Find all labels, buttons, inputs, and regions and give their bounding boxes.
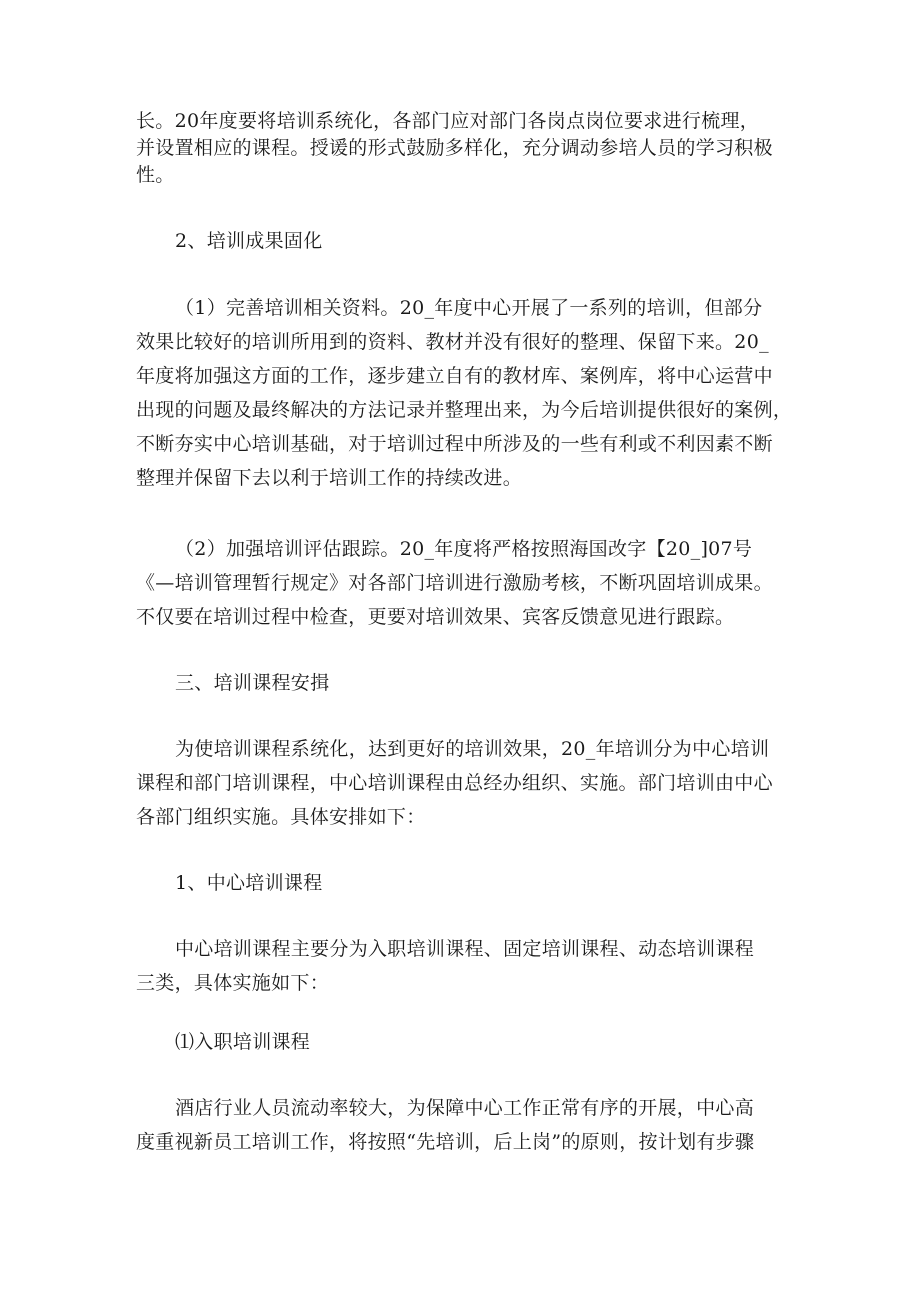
paragraph-2-line-5: 不断夯实中心培训基础，对于培训过程中所涉及的一些有利或不利因素不断 (136, 433, 773, 455)
section-heading-2: 2、培训成果固化 (175, 230, 323, 252)
paragraph-2-line-1: （1）完善培训相关资料。20_年度中心开展了一系列的培训，但部分 (175, 297, 763, 319)
paragraph-4-line-2: 课程和部门培训课程，中心培训课程由总经办组织、实施。部门培训由中心 (136, 772, 773, 794)
paragraph-6-line-2: 度重视新员工培训工作，将按照“先培训，后上岗”的原则，按计划有步骤 (136, 1131, 755, 1153)
paragraph-1-line-3: 性。 (136, 164, 175, 186)
paragraph-6-line-1: 酒店行业人员流动率较大，为保障中心工作正常有序的开展，中心高 (175, 1097, 755, 1119)
section-heading-3: 三、培训课程安揖 (175, 672, 330, 694)
paragraph-3-line-1: （2）加强培训评估跟踪。20_年度将严格按照海国改字【20_]07号 (175, 538, 753, 560)
section-heading-5: ⑴入职培训课程 (175, 1031, 311, 1053)
paragraph-2-line-4: 出现的问题及最终解决的方法记录并整理出来，为今后培训提供很好的案例， (136, 399, 793, 421)
paragraph-5-line-1: 中心培训课程主要分为入职培训课程、固定培训课程、动态培训课程 (175, 938, 755, 960)
paragraph-3-line-3: 不仅要在培训过程中检查，更要对培训效果、宾客反馈意见进行跟踪。 (136, 606, 735, 628)
paragraph-3-line-2: 《—培训管理暂行规定》对各部门培训进行激励考核，不断巩固培训成果。 (136, 572, 773, 594)
paragraph-5-line-2: 三类，具体实施如下： (136, 972, 330, 994)
paragraph-1-line-1: 长。20年度要将培训系统化，各部门应对部门各岗点岗位要求进行梳理， (136, 110, 760, 132)
paragraph-2-line-3: 年度将加强这方面的工作，逐步建立自有的教材库、案例库，将中心运营中 (136, 365, 773, 387)
paragraph-4-line-1: 为使培训课程系统化，达到更好的培训效果，20_年培训分为中心培训 (175, 738, 770, 760)
paragraph-2-line-6: 整理并保留下去以利于培训工作的持续改进。 (136, 467, 523, 489)
section-heading-4: 1、中心培训课程 (175, 872, 323, 894)
paragraph-2-line-2: 效果比较好的培训所用到的资料、教材并没有很好的整理、保留下来。20_ (136, 331, 769, 353)
paragraph-4-line-3: 各部门组织实施。具体安排如下： (136, 806, 426, 828)
paragraph-1-line-2: 并设置相应的课程。授谖的形式鼓励多样化，充分调动参培人员的学习积极 (136, 137, 773, 159)
